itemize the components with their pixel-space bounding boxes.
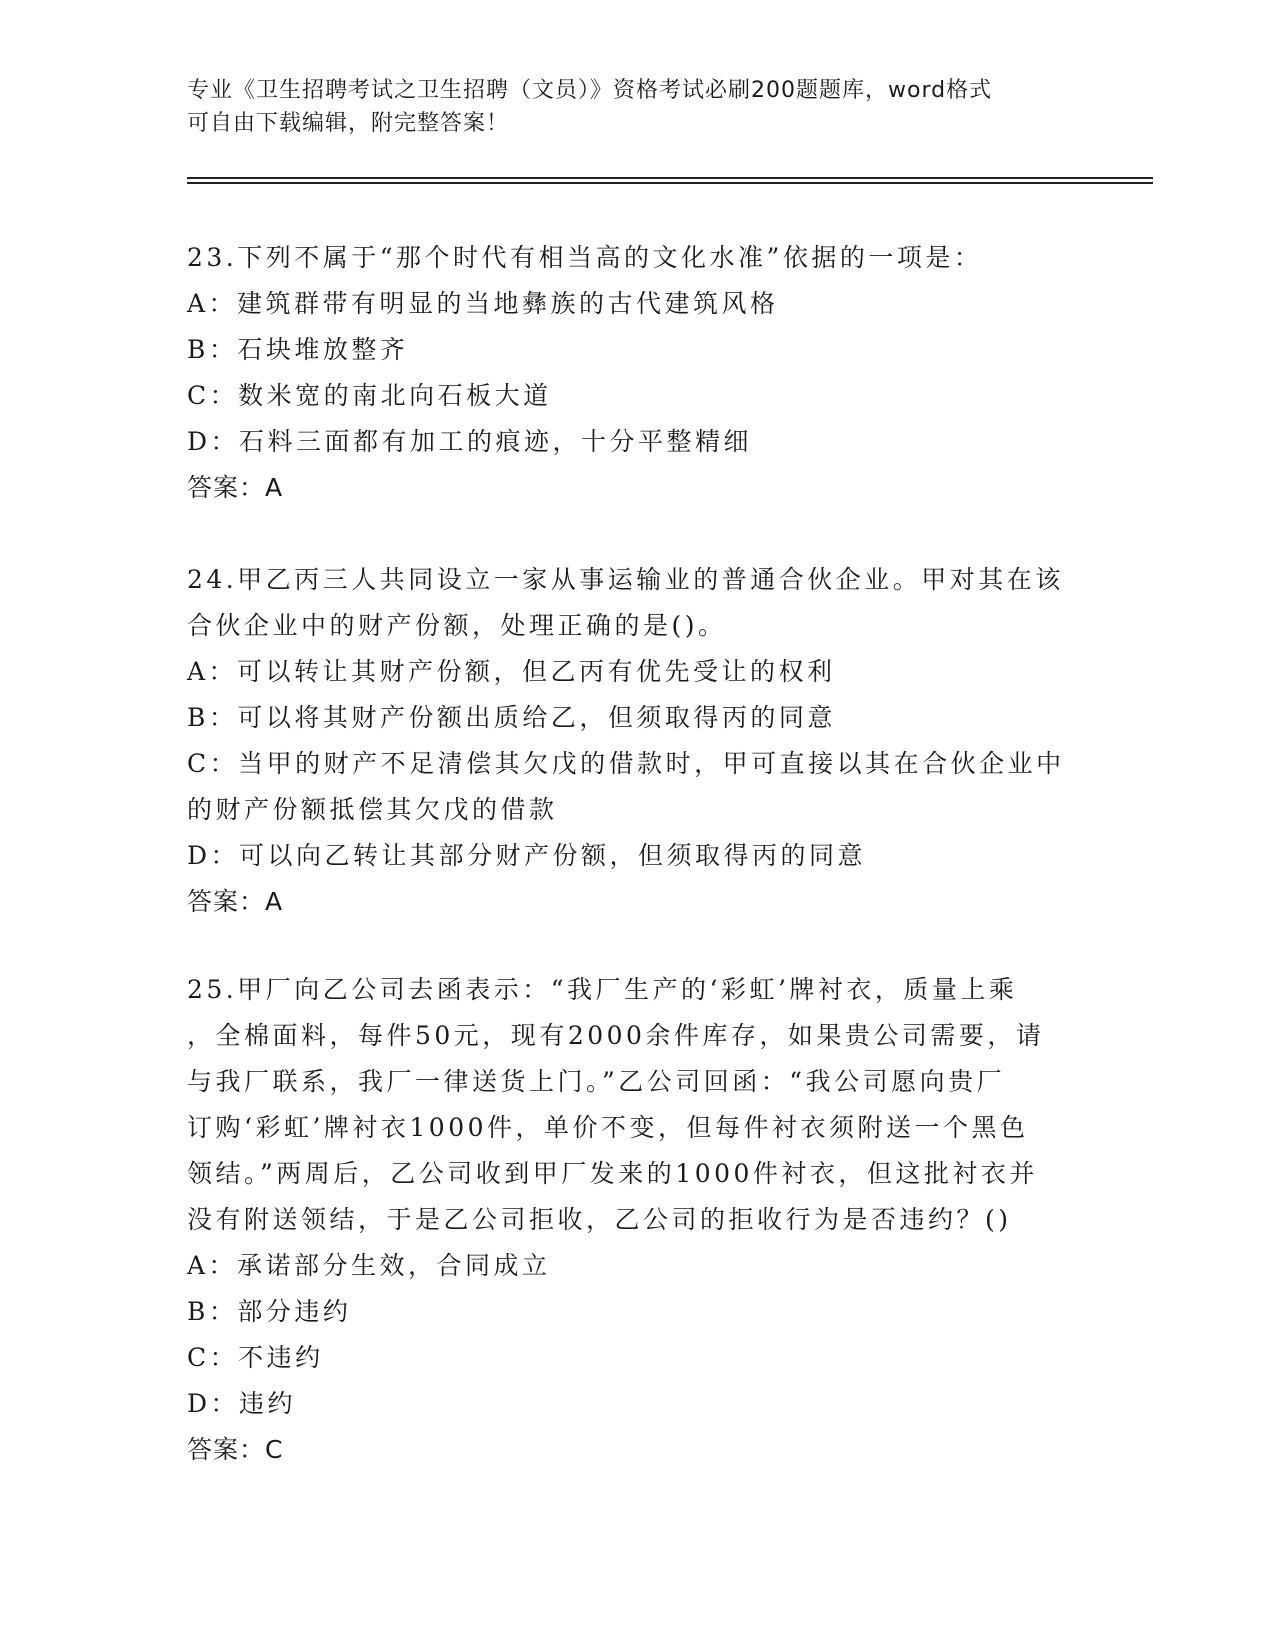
option-a: A：建筑群带有明显的当地彝族的古代建筑风格: [187, 289, 779, 318]
answer: 答案：A: [187, 473, 284, 502]
question-stem: 订购‘彩虹’牌衬衣1000件，单价不变，但每件衬衣须附送一个黑色: [187, 1113, 1029, 1142]
question-24: [187, 557, 1087, 925]
answer: 答案：C: [187, 1435, 284, 1464]
option-a: A：承诺部分生效，合同成立: [187, 1251, 551, 1280]
question-stem: 领结。”两周后，乙公司收到甲厂发来的1000件衬衣，但这批衬衣并: [187, 1159, 1038, 1188]
answer: 答案：A: [187, 887, 284, 916]
option-c: C：当甲的财产不足清偿其欠戊的借款时，甲可直接以其在合伙企业中: [187, 749, 1065, 778]
option-c: 的财产份额抵偿其欠戊的借款: [187, 795, 558, 824]
question-stem: 25.甲厂向乙公司去函表示：“我厂生产的‘彩虹’牌衬衣，质量上乘: [187, 975, 1018, 1004]
question-stem: ，全棉面料，每件50元，现有2000余件库存，如果贵公司需要，请: [187, 1021, 1045, 1050]
header-divider: [187, 182, 1153, 184]
header-line: 专业《卫生招聘考试之卫生招聘（文员）》资格考试必刷200题题库，word格式: [187, 78, 993, 103]
question-stem: 与我厂联系，我厂一律送货上门。”乙公司回函：“我公司愿向贵厂: [187, 1067, 1006, 1096]
option-b: B：石块堆放整齐: [187, 335, 409, 364]
question-25: [187, 967, 1087, 1473]
option-c: C：不违约: [187, 1343, 324, 1372]
option-d: D：违约: [187, 1389, 297, 1418]
header-line: 可自由下载编辑，附完整答案！: [187, 111, 510, 136]
question-23: [187, 235, 1087, 511]
question-stem: 没有附送领结，于是乙公司拒收，乙公司的拒收行为是否违约？(): [187, 1205, 1012, 1234]
option-d: D：石料三面都有加工的痕迹，十分平整精细: [187, 427, 753, 456]
option-d: D：可以向乙转让其部分财产份额，但须取得丙的同意: [187, 841, 867, 870]
option-c: C：数米宽的南北向石板大道: [187, 381, 552, 410]
option-b: B：部分违约: [187, 1297, 352, 1326]
question-stem: 24.甲乙丙三人共同设立一家从事运输业的普通合伙企业。甲对其在该: [187, 565, 1064, 594]
header-divider: [187, 177, 1153, 179]
option-b: B：可以将其财产份额出质给乙，但须取得丙的同意: [187, 703, 836, 732]
question-stem: 合伙企业中的财产份额，处理正确的是()。: [187, 611, 727, 640]
question-stem: 23.下列不属于“那个时代有相当高的文化水准”依据的一项是：: [187, 243, 983, 272]
option-a: A：可以转让其财产份额，但乙丙有优先受让的权利: [187, 657, 836, 686]
document-header: [187, 74, 1067, 140]
